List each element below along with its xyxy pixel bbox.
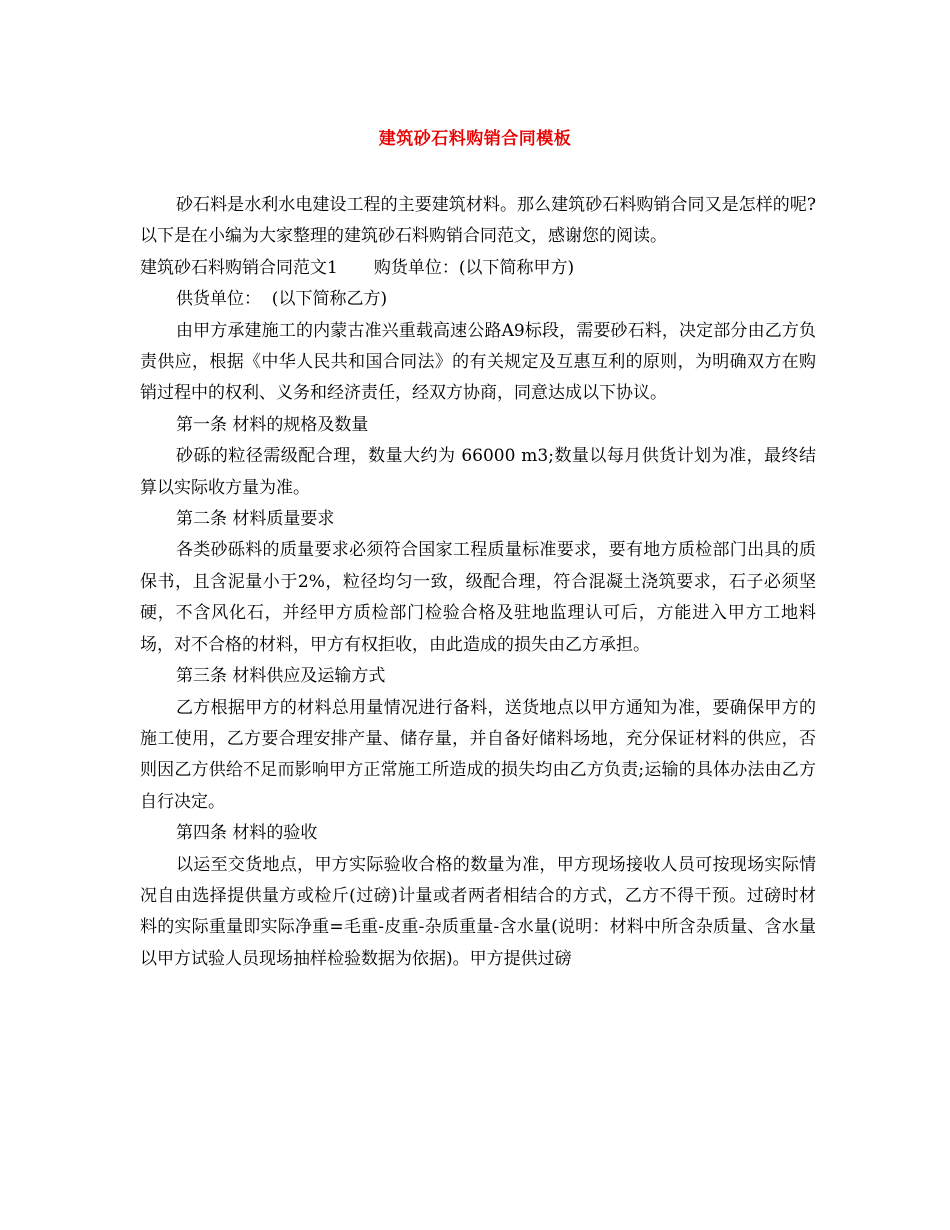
preamble-paragraph: 由甲方承建施工的内蒙古准兴重载高速公路A9标段，需要砂石料，决定部分由乙方负责供应，根据《中华人民共和国合同法》的有关规定及互惠互利的原则，为明确双方在购销过程中的权利、义务和经济责任，经双方协商，同意达成以下协议。 [140, 320, 816, 404]
document-body [140, 190, 816, 975]
article-heading: 第一条 材料的规格及数量 [176, 414, 369, 435]
article-text: 砂砾的粒径需级配合理，数量大约为 66000 m3;数量以每月供货计划为准，最终结算以实际收方量为准。 [140, 446, 816, 498]
intro-paragraph: 砂石料是水利水电建设工程的主要建筑材料。那么建筑砂石料购销合同又是怎样的呢?以下是在小编为大家整理的建筑砂石料购销合同范文，感谢您的阅读。 [140, 195, 816, 247]
article-heading: 第四条 材料的验收 [176, 823, 318, 844]
seller-line: 供货单位： (以下简称乙方) [176, 289, 388, 310]
sample-heading: 建筑砂石料购销合同范文1 [140, 257, 338, 278]
article-text: 各类砂砾料的质量要求必须符合国家工程质量标准要求，要有地方质检部门出具的质保书，且含泥量小于2%，粒径均匀一致，级配合理，符合混凝土浇筑要求，石子必须坚硬，不含风化石，并经甲方质检部门检验合格及驻地监理认可后，方能进入甲方工地料场，对不合格的材料，甲方有权拒收，由此造成的损失由乙方承担。 [140, 540, 816, 655]
buyer-line: 购货单位：(以下简称甲方) [373, 257, 575, 278]
article-heading: 第二条 材料质量要求 [176, 509, 335, 530]
article-text: 以运至交货地点，甲方实际验收合格的数量为准，甲方现场接收人员可按现场实际情况自由选择提供量方或检斤(过磅)计量或者两者相结合的方式，乙方不得干预。过磅时材料的实际重量即实际净重=毛重-皮重-杂质重量-含水量(说明：材料中所含杂质量、含水量以甲方试验人员现场抽样检验数据为依据)。甲方提供过磅 [140, 854, 816, 969]
sample-line [140, 253, 816, 284]
article-text: 乙方根据甲方的材料总用量情况进行备料，送货地点以甲方通知为准，要确保甲方的施工使用，乙方要合理安排产量、储存量，并自备好储料场地，充分保证材料的供应，否则因乙方供给不足而影响甲方正常施工所造成的损失均由乙方负责;运输的具体办法由乙方自行决定。 [140, 697, 816, 812]
document-title: 建筑砂石料购销合同模板 [378, 129, 572, 149]
article-heading: 第三条 材料供应及运输方式 [176, 666, 386, 687]
